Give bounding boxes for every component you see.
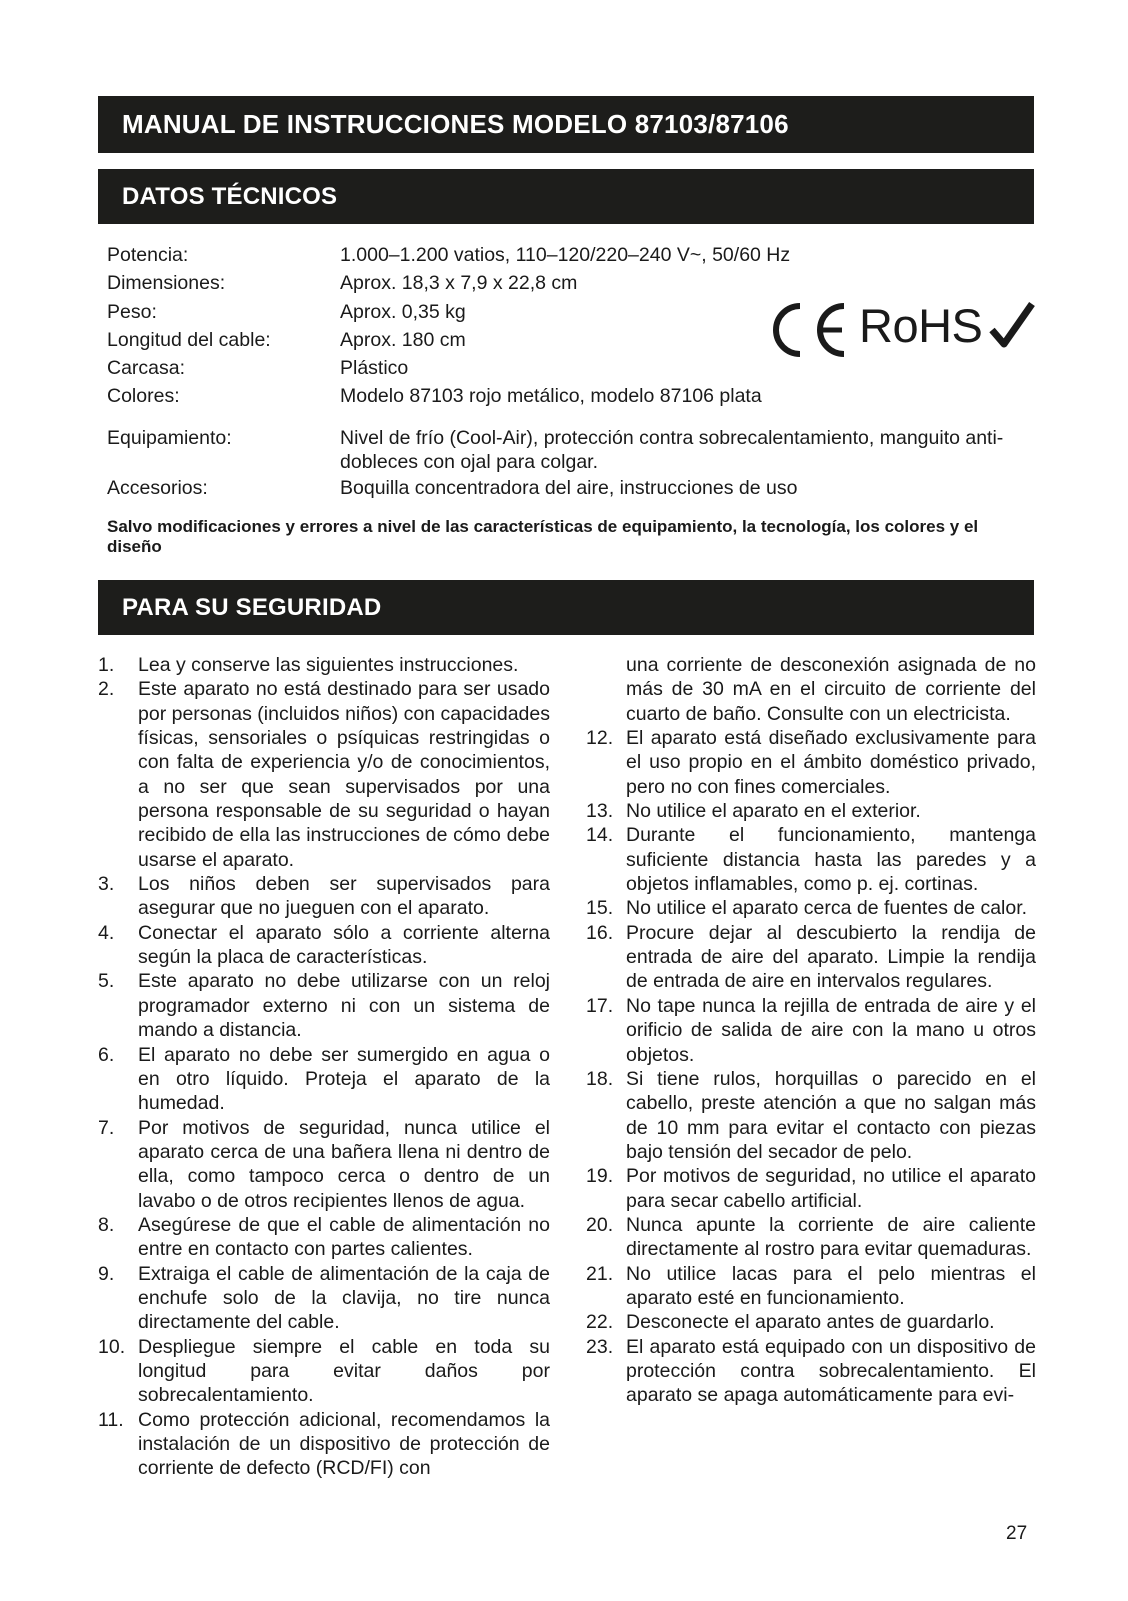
item-text: Este aparato no debe utilizarse con un reloj programador externo ni con un sistema de mando a distancia. (138, 970, 550, 1042)
spec-value: Plástico (340, 357, 409, 379)
item-number: 7. (98, 1116, 115, 1139)
checkmark-icon (988, 300, 1036, 352)
seguridad-bar (98, 580, 1034, 635)
list-item (98, 1408, 550, 1481)
disclaimer-note: Salvo modificaciones y errores a nivel de las características de equipamiento, la tecnología, los colores y el diseño (107, 517, 979, 556)
item-text: Durante el funcionamiento, mantenga suficiente distancia hasta las paredes y a objetos inflamables, como p. ej. cortinas. (626, 824, 1036, 896)
spec-label: Peso: (107, 301, 157, 323)
list-item (586, 1213, 1036, 1262)
item-text: Este aparato no está destinado para ser usado por personas (incluidos niños) con capacidades físicas, sensoriales o psíquicas restringidas o con falta de experiencia y/o de conocimientos, a no ser que sean supervisados por una persona responsable de su seguridad o hayan recibido de ella las instrucciones de cómo debe usarse el aparato. (138, 678, 550, 871)
item-text: Como protección adicional, recomendamos la instalación de un dispositivo de protección de corriente de defecto (RCD/FI) con (138, 1408, 550, 1480)
list-item (586, 799, 1036, 823)
list-item (586, 1164, 1036, 1213)
item-number: 8. (98, 1213, 115, 1236)
datos-tecnicos-title: DATOS TÉCNICOS (122, 182, 338, 210)
list-item (98, 653, 550, 677)
list-item-continuation: una corriente de desconexión asignada de no más de 30 mA en el circuito de corriente del cuarto de baño. Consulte con un electricista. (626, 654, 1036, 725)
spec-label: Colores: (107, 385, 180, 407)
item-text: Desconecte el aparato antes de guardarlo. (626, 1311, 995, 1334)
list-item (98, 1116, 550, 1213)
page-number: 27 (1006, 1523, 1028, 1544)
list-item (586, 726, 1036, 799)
item-text: Nunca apunte la corriente de aire caliente directamente al rostro para evitar quemaduras. (626, 1213, 1036, 1261)
spec-label: Accesorios: (107, 477, 208, 499)
item-number: 23. (586, 1335, 614, 1358)
spec-value: Aprox. 180 cm (340, 329, 466, 351)
list-item (98, 969, 550, 1042)
item-number: 9. (98, 1262, 115, 1285)
item-text: No tape nunca la rejilla de entrada de aire y el orificio de salida de aire con la mano u otros objetos. (626, 994, 1036, 1066)
item-number: 3. (98, 873, 115, 896)
item-number: 15. (586, 897, 614, 920)
spec-label: Longitud del cable: (107, 329, 271, 351)
item-number: 20. (586, 1213, 614, 1236)
certification-logos (764, 296, 1044, 372)
item-text: No utilice el aparato cerca de fuentes de calor. (626, 897, 1028, 920)
list-item (98, 677, 550, 872)
item-text: Procure dejar al descubierto la rendija de entrada de aire del aparato. Limpie la rendija de entrada de aire en intervalos regulares. (626, 921, 1036, 993)
item-number: 19. (586, 1165, 614, 1188)
item-text: Por motivos de seguridad, nunca utilice el aparato cerca de una bañera llena ni dentro de ella, como tampoco cerca o dentro de un lavabo o de otros recipientes llenos de agua. (138, 1116, 550, 1212)
item-text: No utilice lacas para el pelo mientras el aparato esté en funcionamiento. (626, 1262, 1036, 1309)
list-item (586, 921, 1036, 994)
spec-value: Boquilla concentradora del aire, instrucciones de uso (340, 477, 798, 499)
item-text: El aparato no debe ser sumergido en agua o en otro líquido. Proteja el aparato de la humedad. (138, 1043, 550, 1115)
item-number: 11. (98, 1408, 124, 1431)
item-text: No utilice el aparato en el exterior. (626, 800, 921, 823)
item-text: Despliegue siempre el cable en toda su longitud para evitar daños por sobrecalentamiento. (138, 1335, 550, 1407)
datos-tecnicos-bar (98, 169, 1034, 224)
item-text: El aparato está diseñado exclusivamente para el uso propio en el ámbito doméstico privado, pero no con fines comerciales. (626, 727, 1036, 798)
item-number: 6. (98, 1043, 115, 1066)
list-item (586, 1067, 1036, 1164)
item-number: 16. (586, 921, 614, 944)
list-item (98, 1335, 550, 1408)
list-item (98, 1213, 550, 1262)
list-item (586, 1262, 1036, 1311)
seguridad-title: PARA SU SEGURIDAD (122, 593, 382, 621)
list-item (98, 1262, 550, 1335)
item-number: 13. (586, 800, 614, 823)
spec-value: Nivel de frío (Cool-Air), protección contra sobrecalentamiento, manguito anti-dobleces con ojal para colgar. (340, 427, 1004, 473)
manual-title-bar (98, 96, 1034, 153)
rohs-mark: RoHS (859, 299, 983, 352)
item-number: 22. (586, 1311, 614, 1334)
item-text: El aparato está equipado con un dispositivo de protección contra sobrecalentamiento. El aparato se apaga automáticamente para evi- (626, 1335, 1036, 1407)
item-text: Por motivos de seguridad, no utilice el aparato para secar cabello artificial. (626, 1165, 1036, 1212)
list-item (98, 872, 550, 921)
item-number: 4. (98, 921, 115, 944)
item-text: Los niños deben ser supervisados para asegurar que no jueguen con el aparato. (138, 873, 550, 920)
list-item (586, 823, 1036, 896)
item-number: 1. (98, 654, 115, 676)
item-text: Lea y conserve las siguientes instrucciones. (138, 654, 519, 676)
manual-title: MANUAL DE INSTRUCCIONES MODELO 87103/87106 (122, 109, 789, 139)
spec-value: Aprox. 18,3 x 7,9 x 22,8 cm (340, 272, 578, 294)
item-number: 18. (586, 1067, 614, 1090)
spec-label: Potencia: (107, 244, 189, 266)
spec-value: 1.000–1.200 vatios, 110–120/220–240 V~, 50/60 Hz (340, 244, 791, 266)
item-number: 5. (98, 970, 115, 993)
spec-value: Modelo 87103 rojo metálico, modelo 87106 plata (340, 385, 762, 407)
item-text: Extraiga el cable de alimentación de la caja de enchufe solo de la clavija, no tire nunca directamente del cable. (138, 1262, 550, 1334)
ce-mark-icon (764, 300, 852, 360)
spec-label: Dimensiones: (107, 272, 226, 294)
list-item (98, 921, 550, 970)
item-number: 17. (586, 994, 614, 1017)
safety-list-left (98, 653, 550, 1481)
list-item (586, 1310, 1036, 1334)
list-item (98, 1043, 550, 1116)
item-number: 10. (98, 1335, 126, 1358)
list-item (586, 994, 1036, 1067)
item-text: Conectar el aparato sólo a corriente alterna según la placa de características. (138, 921, 550, 969)
item-text: Si tiene rulos, horquillas o parecido en el cabello, preste atención a que no salgan más de 10 mm para evitar el contacto con piezas bajo tensión del secador de pelo. (626, 1067, 1036, 1163)
spec-label: Equipamiento: (107, 427, 232, 449)
spec-value: Aprox. 0,35 kg (340, 301, 466, 323)
item-number: 2. (98, 678, 115, 701)
list-item (586, 1335, 1036, 1408)
item-number: 14. (586, 824, 614, 847)
item-text: Asegúrese de que el cable de alimentación no entre en contacto con partes calientes. (138, 1213, 550, 1261)
spec-label: Carcasa: (107, 357, 186, 379)
item-number: 21. (586, 1262, 614, 1285)
list-item (586, 896, 1036, 920)
item-number: 12. (586, 727, 614, 750)
safety-list-right (586, 653, 1036, 1408)
